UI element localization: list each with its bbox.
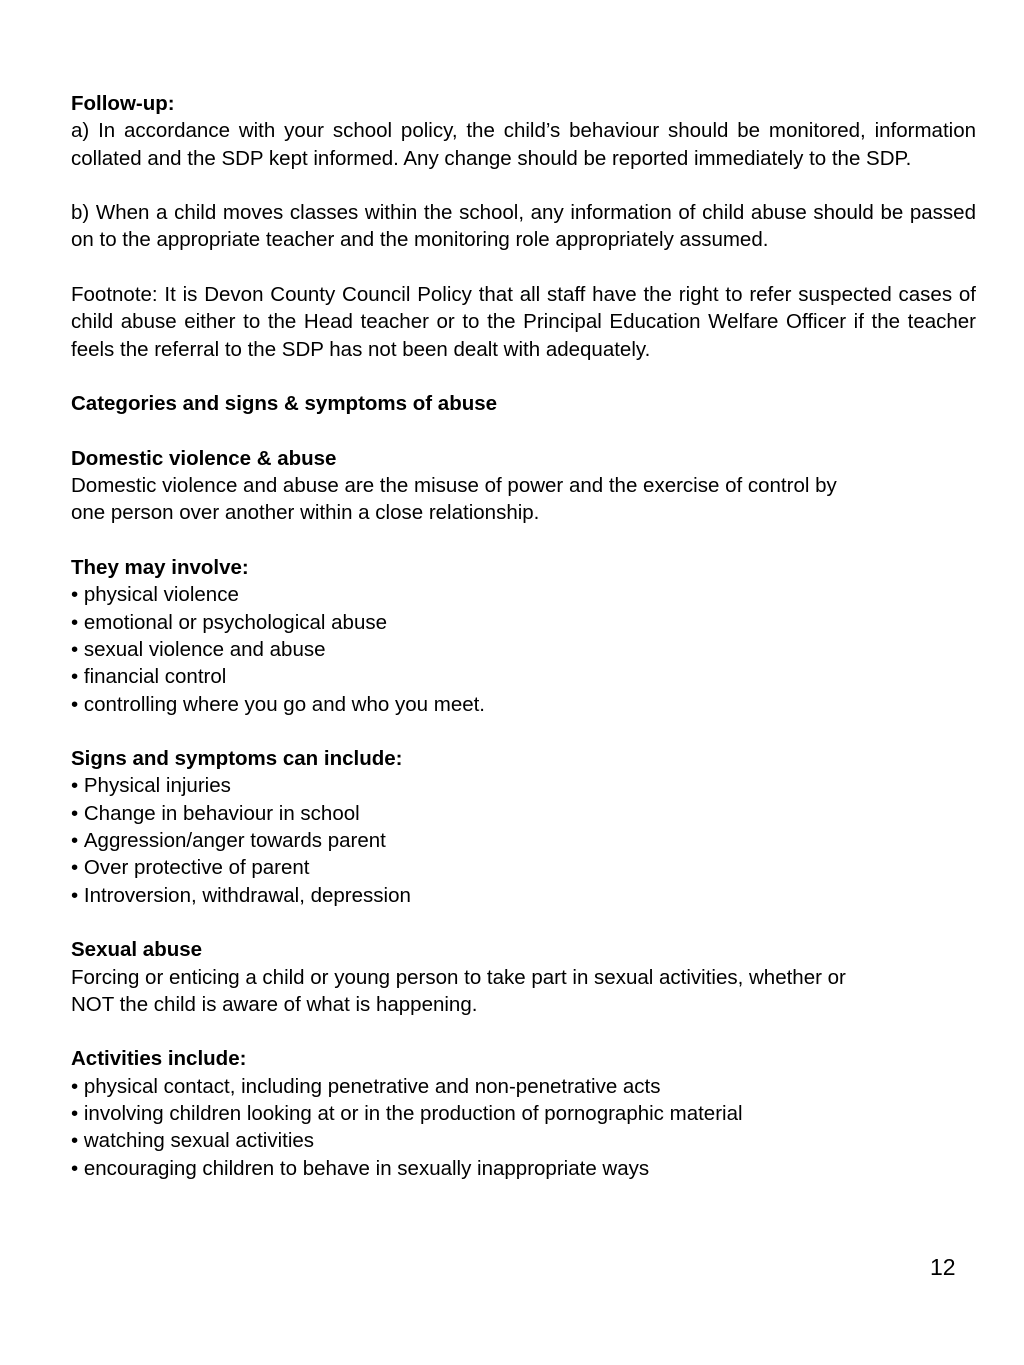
activities-list bbox=[71, 1073, 976, 1182]
footnote-paragraph: Footnote: It is Devon County Council Policy that all staff have the right to refer suspected cases of child abuse either to the Head teacher or to the Principal Education Welfare Officer if the teacher feels the referral to the SDP has not been dealt with adequately. bbox=[71, 283, 976, 361]
list-item: • involving children looking at or in the production of pornographic material bbox=[71, 1100, 976, 1127]
involve-heading: They may involve: bbox=[71, 556, 249, 580]
followup-paragraph-b: b) When a child moves classes within the school, any information of child abuse should be passed on to the appropriate teacher and the monitoring role appropriately assumed. bbox=[71, 201, 976, 252]
involve-list bbox=[71, 581, 976, 717]
categories-heading: Categories and signs & symptoms of abuse bbox=[71, 392, 498, 416]
list-item: • watching sexual activities bbox=[71, 1127, 976, 1154]
list-item: • financial control bbox=[71, 663, 976, 690]
list-item: • physical contact, including penetrative and non-penetrative acts bbox=[71, 1073, 976, 1100]
domestic-text-line: Domestic violence and abuse are the misuse of power and the exercise of control by bbox=[71, 474, 837, 498]
spacer bbox=[71, 718, 976, 745]
domestic-heading: Domestic violence & abuse bbox=[71, 446, 337, 470]
list-item: • Physical injuries bbox=[71, 772, 976, 799]
sexual-text-line: Forcing or enticing a child or young person to take part in sexual activities, whether or bbox=[71, 965, 846, 989]
sexual-text-line: NOT the child is aware of what is happening. bbox=[71, 992, 478, 1016]
spacer bbox=[71, 172, 976, 199]
spacer bbox=[71, 527, 976, 554]
list-item: • emotional or psychological abuse bbox=[71, 609, 976, 636]
spacer bbox=[71, 1018, 976, 1045]
list-item: • physical violence bbox=[71, 581, 976, 608]
list-item: • Introversion, withdrawal, depression bbox=[71, 882, 976, 909]
list-item: • controlling where you go and who you meet. bbox=[71, 691, 976, 718]
spacer bbox=[71, 909, 976, 936]
list-item: • sexual violence and abuse bbox=[71, 636, 976, 663]
page-number: 12 bbox=[930, 1254, 956, 1280]
spacer bbox=[71, 418, 976, 445]
spacer bbox=[71, 254, 976, 281]
domestic-text-line: one person over another within a close relationship. bbox=[71, 501, 540, 525]
list-item: • encouraging children to behave in sexually inappropriate ways bbox=[71, 1155, 976, 1182]
signs-heading: Signs and symptoms can include: bbox=[71, 747, 403, 771]
followup-heading: Follow-up: bbox=[71, 92, 175, 115]
spacer bbox=[71, 363, 976, 390]
list-item: • Over protective of parent bbox=[71, 854, 976, 881]
document-page bbox=[71, 90, 976, 1182]
sexual-heading: Sexual abuse bbox=[71, 938, 203, 962]
list-item: • Change in behaviour in school bbox=[71, 800, 976, 827]
activities-heading: Activities include: bbox=[71, 1047, 247, 1071]
followup-paragraph-a: a) In accordance with your school policy, the child’s behaviour should be monitored, information collated and the SDP kept informed. Any change should be reported immediately to the SDP. bbox=[71, 119, 976, 170]
signs-list bbox=[71, 772, 976, 908]
list-item: • Aggression/anger towards parent bbox=[71, 827, 976, 854]
